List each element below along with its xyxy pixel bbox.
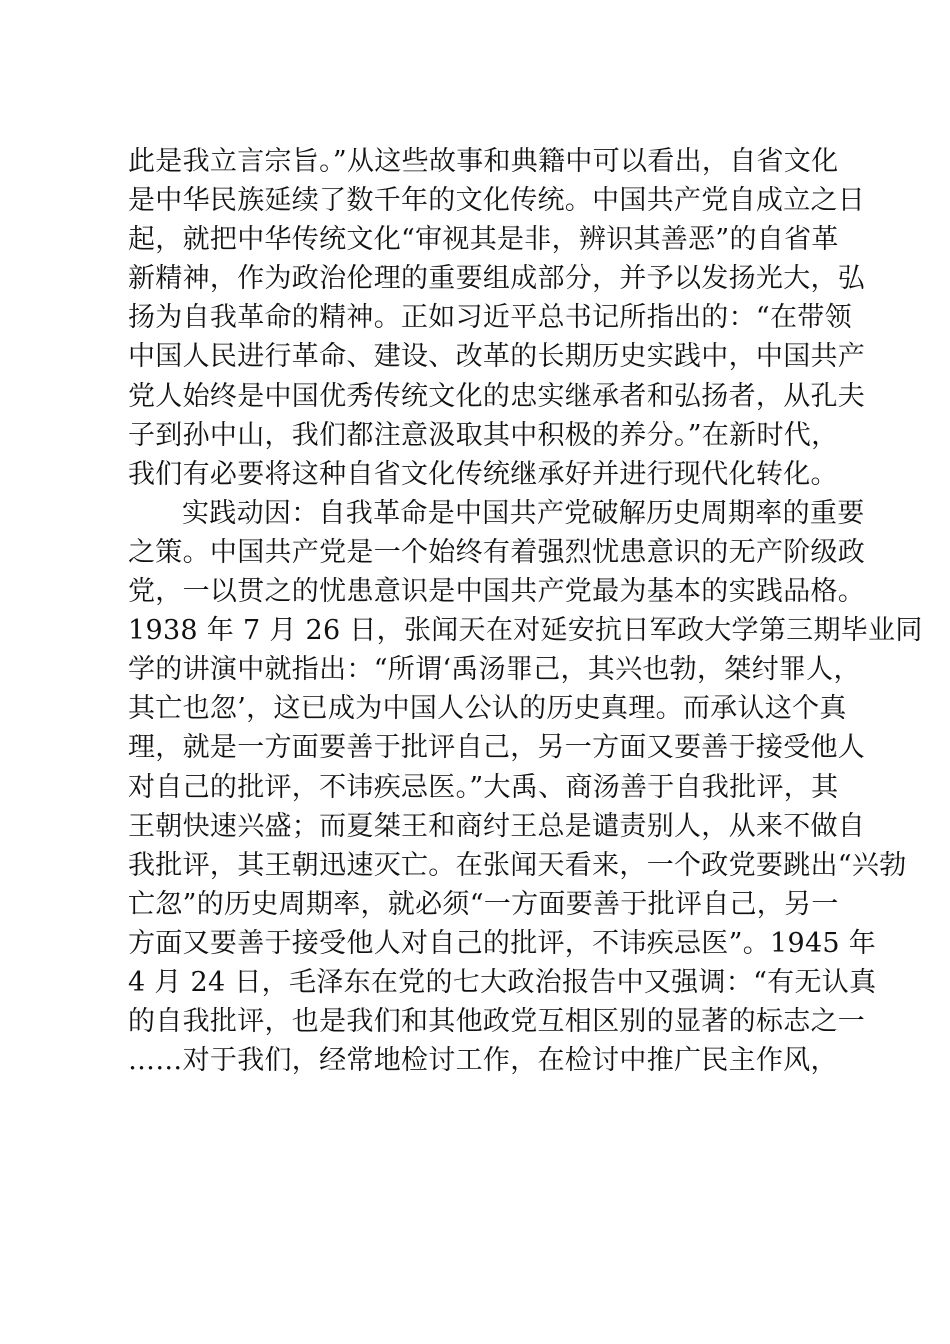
text-line: 理，就是一方面要善于批评自己，另一方面又要善于接受他人 bbox=[128, 732, 866, 764]
text-line: 对自己的批评，不讳疾忌医。”大禹、商汤善于自我批评，其 bbox=[128, 771, 839, 803]
text-line: 我们有必要将这种自省文化传统继承好并进行现代化转化。 bbox=[128, 458, 838, 490]
text-line: 之策。中国共产党是一个始终有着强烈忧患意识的无产阶级政 bbox=[128, 536, 866, 568]
text-line: 亡忽”的历史周期率，就必须“一方面要善于批评自己，另一 bbox=[128, 888, 839, 920]
text-line: 方面又要善于接受他人对自己的批评，不讳疾忌医”。1945 年 bbox=[128, 927, 877, 959]
text-line: 扬为自我革命的精神。正如习近平总书记所指出的：“在带领 bbox=[128, 302, 852, 334]
text-line: 是中华民族延续了数千年的文化传统。中国共产党自成立之日 bbox=[128, 185, 866, 217]
text-line: 起，就把中华传统文化“审视其是非，辨识其善恶”的自省革 bbox=[128, 224, 839, 256]
text-line: 学的讲演中就指出：“所谓‘禹汤罪己，其兴也勃，桀纣罪人， bbox=[128, 654, 861, 686]
body-text bbox=[128, 142, 923, 1080]
text-line: 此是我立言宗旨。”从这些故事和典籍中可以看出，自省文化 bbox=[128, 146, 839, 177]
text-line: 子到孙中山，我们都注意汲取其中积极的养分。”在新时代， bbox=[128, 419, 839, 451]
text-line: 的自我批评，也是我们和其他政党互相区别的显著的标志之一 bbox=[128, 1006, 866, 1038]
text-line: 1938 年 7 月 26 日，张闻天在对延安抗日军政大学第三期毕业同 bbox=[128, 615, 923, 647]
text-line: 其亡也忽’，这已成为中国人公认的历史真理。而承认这个真 bbox=[128, 693, 847, 725]
text-line: 我批评，其王朝迅速灭亡。在张闻天看来，一个政党要跳出“兴勃 bbox=[128, 849, 907, 881]
text-line: 4 月 24 日，毛泽东在党的七大政治报告中又强调：“有无认真 bbox=[128, 966, 877, 998]
text-line: 实践动因：自我革命是中国共产党破解历史周期率的重要 bbox=[182, 497, 865, 529]
text-line: 王朝快速兴盛；而夏桀王和商纣王总是谴责别人，从来不做自 bbox=[128, 810, 866, 842]
text-line: 中国人民进行革命、建设、改革的长期历史实践中，中国共产 bbox=[128, 341, 866, 373]
text-line: 党，一以贯之的忧患意识是中国共产党最为基本的实践品格。 bbox=[128, 576, 866, 608]
text-line: ……对于我们，经常地检讨工作，在检讨中推广民主作风， bbox=[128, 1045, 838, 1077]
text-line: 党人始终是中国优秀传统文化的忠实继承者和弘扬者，从孔夫 bbox=[128, 380, 866, 412]
text-line: 新精神，作为政治伦理的重要组成部分，并予以发扬光大，弘 bbox=[128, 263, 866, 295]
